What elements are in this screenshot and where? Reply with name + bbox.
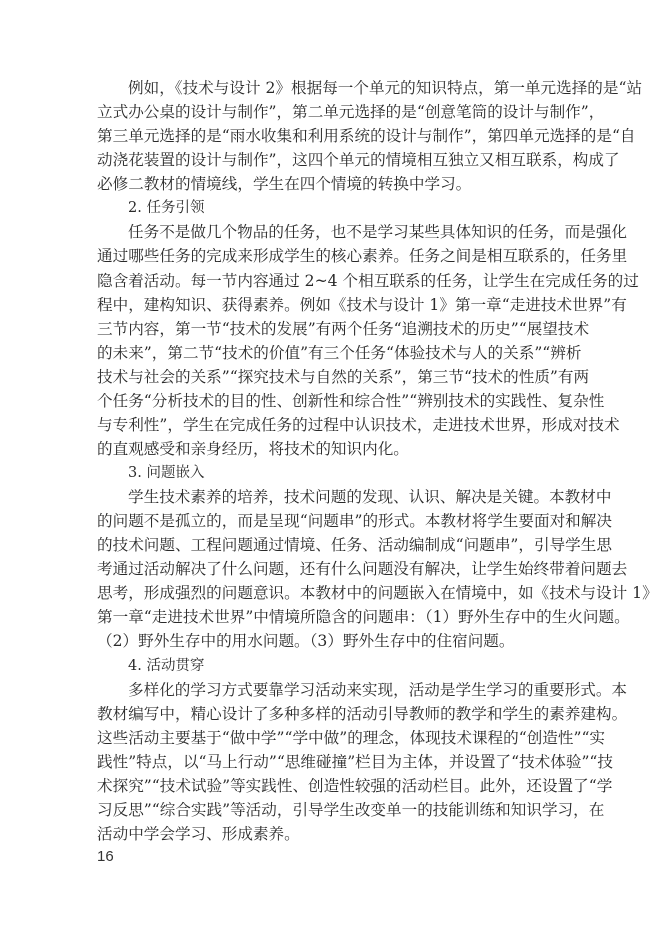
text-line: 第一章“走进技术世界”中情境所隐含的问题串：（1）野外生存中的生火问题。 — [97, 608, 630, 627]
text-line: 例如，《技术与设计 2》根据每一个单元的知识特点，第一单元选择的是“站 — [128, 79, 643, 97]
text-line: （2）野外生存中的用水问题。（3）野外生存中的住宿问题。 — [97, 632, 515, 651]
text-line: 程中，建构知识、获得素养。例如《技术与设计 1》第一章“走进技术世界”有 — [97, 295, 627, 314]
text-line: 多样化的学习方式要靠学习活动来实现，活动是学生学习的重要形式。本 — [128, 680, 628, 699]
page-number: 16 — [97, 848, 114, 865]
heading-text: 2. 任务引领 — [128, 200, 205, 217]
section-heading — [97, 654, 573, 678]
text-line: 任务不是做几个物品的任务，也不是学习某些具体知识的任务，而是强化 — [128, 223, 628, 242]
text-line: 第三单元选择的是“雨水收集和利用系统的设计与制作”，第四单元选择的是“自 — [97, 127, 636, 146]
section-heading — [97, 196, 573, 220]
heading-text: 3. 问题嵌入 — [128, 465, 205, 481]
paragraph — [97, 678, 628, 846]
text-line: 的直观感受和亲身经历，将技术的知识内化。 — [97, 439, 409, 458]
text-line: 考通过活动解决了什么问题，还有什么问题没有解决，让学生始终带着问题去 — [97, 560, 628, 579]
paragraph — [97, 76, 643, 196]
paragraph — [97, 220, 639, 461]
text-line: 术探究”“技术试验”等实践性、创造性较强的活动栏目。此外，还设置了“学 — [97, 776, 613, 795]
heading-text: 4. 活动贯穿 — [128, 657, 205, 674]
text-line: 教材编写中，精心设计了多种多样的活动引导教师的教学和学生的素养建构。 — [97, 704, 628, 723]
text-line: 思考，形成强烈的问题意识。本教材中的问题嵌入在情境中，如《技术与设计 1》 — [97, 584, 658, 603]
text-line: 立式办公桌的设计与制作”，第二单元选择的是“创意笔筒的设计与制作”， — [97, 103, 605, 122]
text-line: 学生技术素养的培养，技术问题的发现、认识、解决是关键。本教材中 — [128, 488, 612, 507]
text-line: 这些活动主要基于“做中学”“学中做”的理念，体现技术课程的“创造性”“实 — [97, 728, 606, 747]
text-line: 活动中学会学习、形成素养。 — [97, 824, 300, 843]
text-line: 必修二教材的情境线，学生在四个情境的转换中学习。 — [97, 175, 472, 194]
text-line: 习反思”“综合实践”等活动，引导学生改变单一的技能训练和知识学习，在 — [97, 800, 605, 819]
text-line: 践性”特点，以“马上行动”“思维碰撞”栏目为主体，并设置了“技术体验”“技 — [97, 752, 613, 771]
text-line: 隐含着活动。每一节内容通过 2~4 个相互联系的任务，让学生在完成任务的过 — [97, 271, 639, 290]
text-line: 三节内容，第一节“技术的发展”有两个任务“追溯技术的历史”“展望技术 — [97, 319, 590, 338]
text-line: 技术与社会的关系”“探究技术与自然的关系”，第三节“技术的性质”有两 — [97, 367, 590, 386]
text-line: 动浇花装置的设计与制作”，这四个单元的情境相互独立又相互联系，构成了 — [97, 151, 620, 170]
text-line: 的技术问题、工程问题通过情境、任务、活动编制成“问题串”，引导学生思 — [97, 536, 612, 555]
text-line: 与专利性”，学生在完成任务的过程中认识技术，走进技术世界，形成对技术 — [97, 415, 620, 434]
page-body — [97, 76, 658, 846]
text-line: 的未来”，第二节“技术的价值”有三个任务“体验技术与人的关系”“辨析 — [97, 343, 582, 362]
text-line: 个任务“分析技术的目的性、创新性和综合性”“辨别技术的实践性、复杂性 — [97, 391, 605, 410]
section-heading — [97, 461, 573, 485]
text-line: 通过哪些任务的完成来形成学生的核心素养。任务之间是相互联系的，任务里 — [97, 247, 628, 266]
text-line: 的问题不是孤立的，而是呈现“问题串”的形式。本教材将学生要面对和解决 — [97, 512, 612, 531]
paragraph — [97, 485, 658, 653]
